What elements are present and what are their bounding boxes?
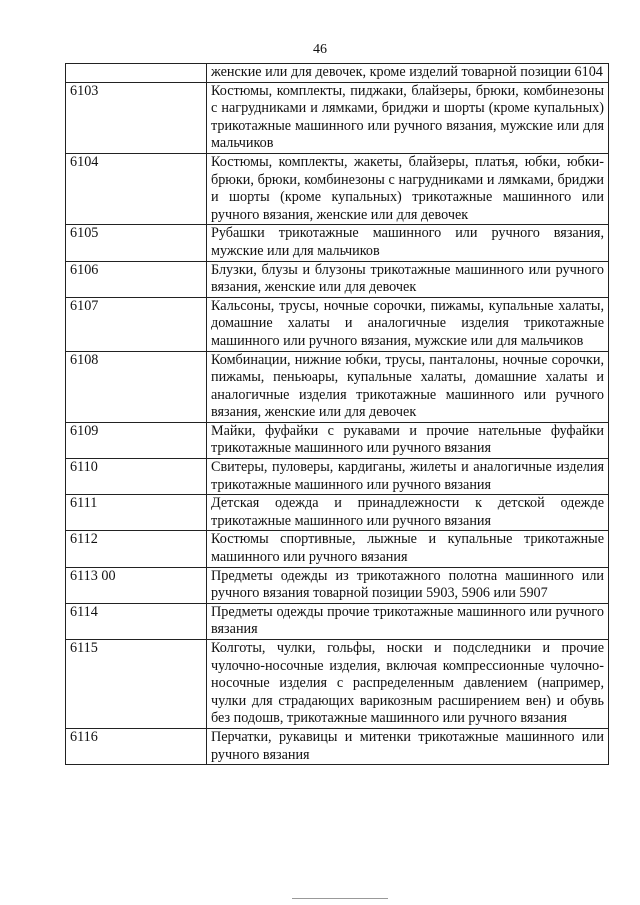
code-cell: 6107: [66, 297, 207, 351]
page-number: 46: [313, 42, 327, 57]
description-cell: Костюмы, комплекты, пиджаки, блайзеры, брюки, комбинезоны с нагрудниками и лямками, бриджи и шорты (кроме купальных) трикотажные машинного или ручного вязания, мужские или для мальчиков: [207, 82, 609, 153]
code-cell: 6113 00: [66, 567, 207, 603]
description-cell: Предметы одежды из трикотажного полотна машинного или ручного вязания товарной позиции 5903, 5906 или 5907: [207, 567, 609, 603]
description-cell: Детская одежда и принадлежности к детской одежде трикотажные машинного или ручного вязания: [207, 495, 609, 531]
code-cell: 6106: [66, 261, 207, 297]
description-cell: Колготы, чулки, гольфы, носки и подследники и прочие чулочно-носочные изделия, включая компрессионные чулочно-носочные изделия с распределенным давлением (например, чулки для страдающих варикозным расширением вен) и обувь без подошв, трикотажные машинного или ручного вязания: [207, 640, 609, 729]
code-cell: 6112: [66, 531, 207, 567]
table-row: [66, 459, 609, 495]
description-cell: Предметы одежды прочие трикотажные машинного или ручного вязания: [207, 603, 609, 639]
table-row: [66, 567, 609, 603]
table-row: [66, 64, 609, 83]
table-row: [66, 297, 609, 351]
code-cell: 6111: [66, 495, 207, 531]
description-cell: женские или для девочек, кроме изделий товарной позиции 6104: [207, 64, 609, 83]
table-row: [66, 422, 609, 458]
description-cell: Кальсоны, трусы, ночные сорочки, пижамы, купальные халаты, домашние халаты и аналогичные изделия трикотажные машинного или ручного вязания, мужские или для мальчиков: [207, 297, 609, 351]
table-row: [66, 531, 609, 567]
description-cell: Костюмы спортивные, лыжные и купальные трикотажные машинного или ручного вязания: [207, 531, 609, 567]
table-row: [66, 261, 609, 297]
table-row: [66, 225, 609, 261]
description-cell: Рубашки трикотажные машинного или ручного вязания, мужские или для мальчиков: [207, 225, 609, 261]
code-cell: 6109: [66, 422, 207, 458]
code-cell: 6105: [66, 225, 207, 261]
table-row: [66, 640, 609, 729]
commodity-code-table: [65, 63, 609, 765]
code-cell: 6115: [66, 640, 207, 729]
table-row: [66, 603, 609, 639]
table-row: [66, 351, 609, 422]
description-cell: Свитеры, пуловеры, кардиганы, жилеты и аналогичные изделия трикотажные машинного или ручного вязания: [207, 459, 609, 495]
code-cell: 6116: [66, 728, 207, 764]
page-bottom-rule: [292, 898, 388, 899]
description-cell: Костюмы, комплекты, жакеты, блайзеры, платья, юбки, юбки-брюки, брюки, комбинезоны с нагрудниками и лямками, бриджи и шорты (кроме купальных) трикотажные машинного или ручного вязания, женские или для девочек: [207, 153, 609, 224]
description-cell: Майки, фуфайки с рукавами и прочие нательные фуфайки трикотажные машинного или ручного вязания: [207, 422, 609, 458]
table-row: [66, 728, 609, 764]
code-cell: [66, 64, 207, 83]
code-cell: 6108: [66, 351, 207, 422]
code-cell: 6110: [66, 459, 207, 495]
code-cell: 6104: [66, 153, 207, 224]
table-row: [66, 153, 609, 224]
description-cell: Блузки, блузы и блузоны трикотажные машинного или ручного вязания, женские или для девочек: [207, 261, 609, 297]
code-cell: 6103: [66, 82, 207, 153]
description-cell: Комбинации, нижние юбки, трусы, панталоны, ночные сорочки, пижамы, пеньюары, купальные халаты, домашние халаты и аналогичные изделия трикотажные машинного или ручного вязания, женские или для девочек: [207, 351, 609, 422]
description-cell: Перчатки, рукавицы и митенки трикотажные машинного или ручного вязания: [207, 728, 609, 764]
code-cell: 6114: [66, 603, 207, 639]
table-body: [66, 64, 609, 765]
table-row: [66, 495, 609, 531]
table-row: [66, 82, 609, 153]
